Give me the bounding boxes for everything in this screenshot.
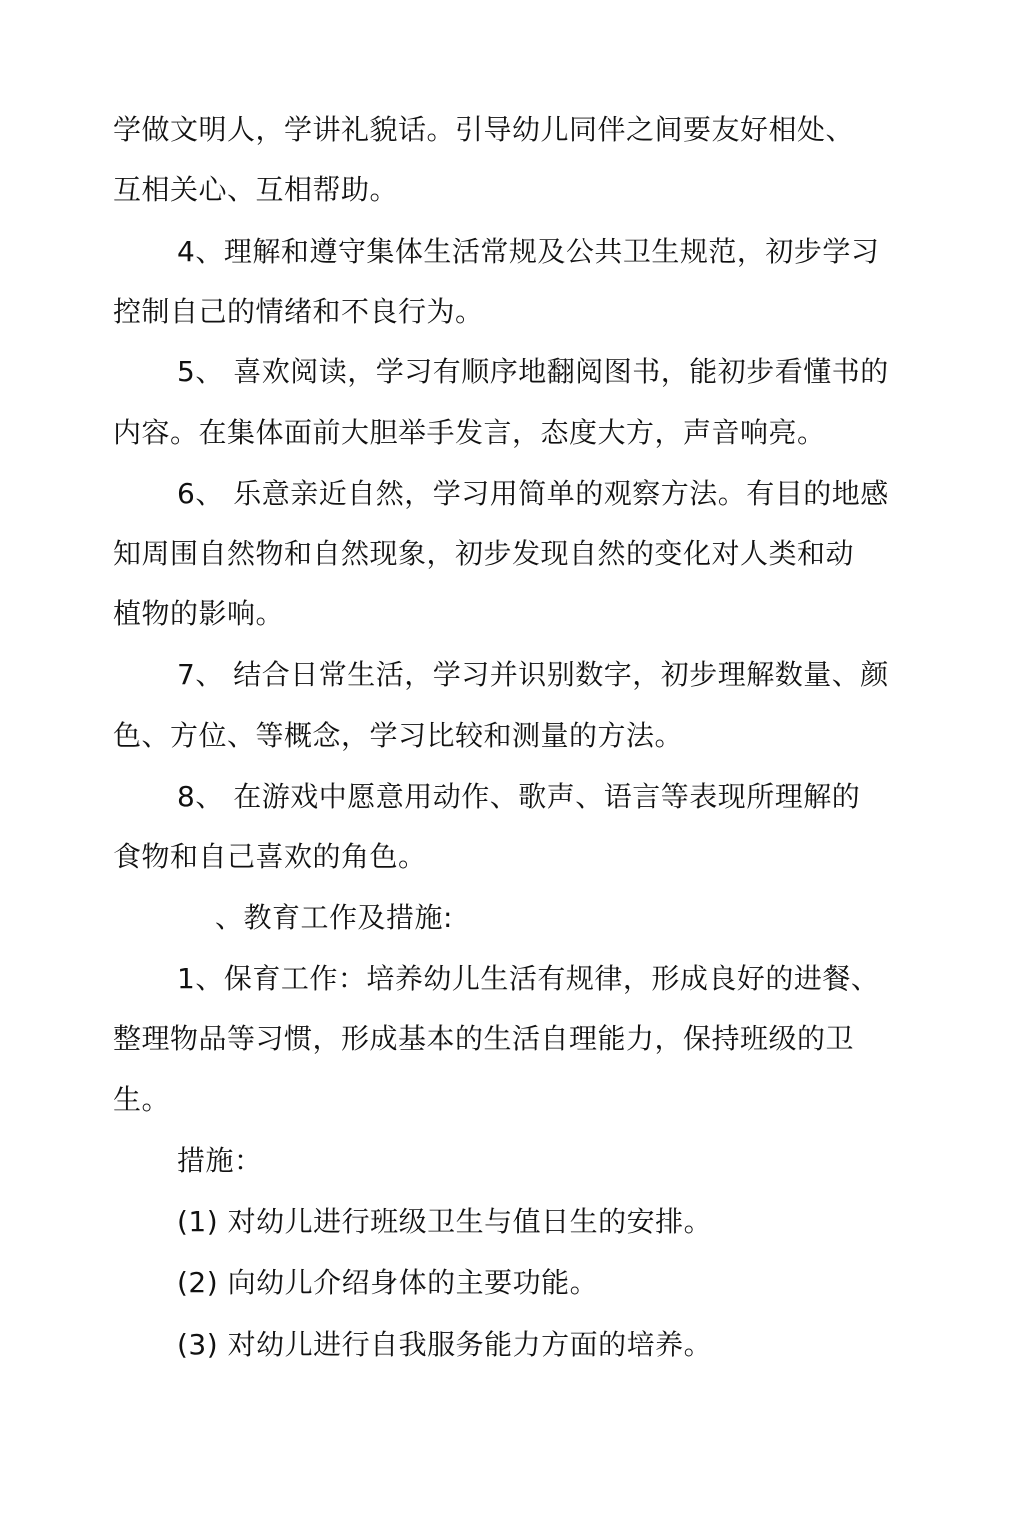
text-line: 植物的影响。	[113, 597, 285, 630]
text-line: 7、 结合日常生活，学习并识别数字，初步理解数量、颜	[177, 658, 889, 691]
text-line: 互相关心、互相帮助。	[113, 173, 399, 206]
section-heading: 、教育工作及措施:	[215, 901, 453, 934]
text-line: 6、 乐意亲近自然，学习用简单的观察方法。有目的地感	[177, 477, 889, 510]
text-line: 食物和自己喜欢的角色。	[113, 840, 427, 873]
text-line: 生。	[113, 1083, 171, 1116]
text-line: 8、 在游戏中愿意用动作、歌声、语言等表现所理解的	[177, 780, 861, 813]
text-line: 控制自己的情绪和不良行为。	[113, 295, 484, 328]
text-line: 措施：	[177, 1144, 263, 1177]
text-line: 整理物品等习惯，形成基本的生活自理能力，保持班级的卫	[113, 1022, 855, 1055]
text-line: 知周围自然物和自然现象，初步发现自然的变化对人类和动	[113, 537, 855, 570]
text-line: 4、理解和遵守集体生活常规及公共卫生规范，初步学习	[177, 235, 880, 268]
text-line: 5、 喜欢阅读，学习有顺序地翻阅图书，能初步看懂书的	[177, 355, 889, 388]
text-line: 1、保育工作：培养幼儿生活有规律，形成良好的进餐、	[177, 962, 880, 995]
list-item: (1) 对幼儿进行班级卫生与值日生的安排。	[177, 1205, 713, 1238]
text-line: 内容。在集体面前大胆举手发言，态度大方，声音响亮。	[113, 416, 826, 449]
text-line: 色、方位、等概念，学习比较和测量的方法。	[113, 719, 684, 752]
list-item: (3) 对幼儿进行自我服务能力方面的培养。	[177, 1328, 713, 1361]
text-line: 学做文明人，学讲礼貌话。引导幼儿同伴之间要友好相处、	[113, 113, 855, 146]
list-item: (2) 向幼儿介绍身体的主要功能。	[177, 1266, 599, 1299]
